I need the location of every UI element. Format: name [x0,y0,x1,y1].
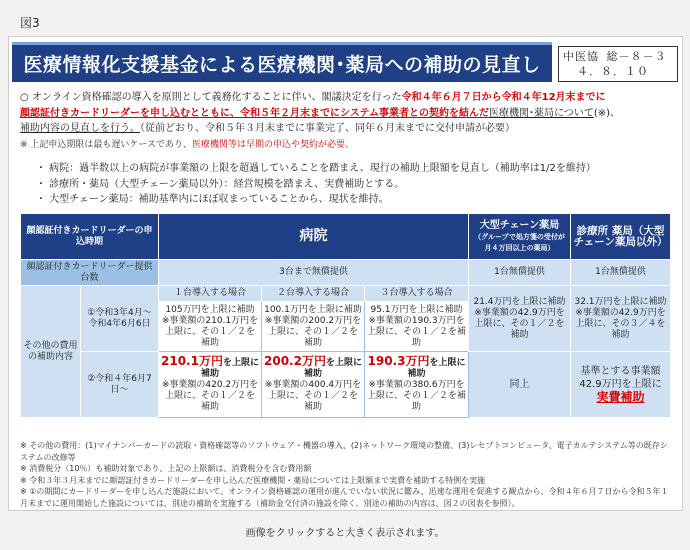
doc-ref-line1: 中医協 総－８－３ [563,50,667,63]
intro-text [20,90,670,153]
enlarge-caption[interactable]: 画像をクリックすると大きく表示されます。 [245,528,445,539]
figure-label: 図3 [20,16,40,30]
footnote-4: ※ ①の期間にカードリーダーを申し込んだ施設において、オンライン資格確認の運用が進んでいない状況に鑑み、迅速な運用を促進する観点から、令和４年６月７日から令和５年１月末までに運用開始した施設については、別途の補助を実施する（補助金交付済の施設を除く。別途の補助の内容は、図２の図表を参照）。 [20,487,669,508]
footnote-1: ※ その他の費用：(1)マイナンバーカードの読取・資格確認等のソフトウェア・機器の導入、(2)ネットワーク環境の整備、(3)レセプトコンピュータ、電子カルテシステム等の既存システムの改修等 [20,441,668,462]
title-banner [12,42,552,82]
period1-hospital-3: 95.1万円を上限に補助 ※事業額の190.3万円を上限に、その１／２を補助 [365,302,469,352]
intro-p1a: ○ オンライン資格確認の導入を原則として義務化することに伴い、閣議決定を行った [20,92,402,103]
row-reader-hospital: 3台まで無償提供 [159,260,469,286]
bullet-list [36,161,596,208]
period1-label: ①令和3年4月～令和4年6月6日 [81,286,159,352]
row-other-label: その他の費用の補助内容 [21,286,81,418]
period2-hospital-1: 210.1万円を上限に補助 ※事業額の420.2万円を上限に、その１／２を補助 [159,352,262,418]
period1-hospital-2: 100.1万円を上限に補助 ※事業額の200.2万円を上限に、その１／２を補助 [262,302,365,352]
period2-hospital-3: 190.3万円を上限に補助 ※事業額の380.6万円を上限に、その１／２を補助 [365,352,469,418]
bullet-clinic: ・ 診療所・薬局（大型チェーン薬局以外）：経営規模を踏まえ、実費補助とする。 [36,178,405,190]
bullet-chain: ・ 大型チェーン薬局：補助基準内にほぼ収まっていることから、現状を維持。 [36,194,389,205]
subheader-3-units: ３台導入する場合 [365,286,469,302]
row-reader-clinic: 1台無償提供 [571,260,671,286]
intro-p1e: （従前どおり、令和５年３月末までに事業完了、同年６月末までに交付申請が必要） [140,123,515,134]
header-period: 顔認証付きカードリーダーの申込時期 [21,214,159,260]
document-reference-box [558,46,678,82]
bullet-hospital: ・ 病院：過半数以上の病院が事業額の上限を超過していることを踏まえ、現行の補助上限額を見直し（補助率は1/2を維持） [36,163,596,174]
row-reader-label: 顔認証付きカードリーダー提供台数 [21,260,159,286]
intro-p1-red2: 顔認証付きカードリーダーを申し込むとともに、令和５年２月末までにシステム事業者との契約を結んだ [20,107,489,119]
row-reader-chain: 1台無償提供 [469,260,571,286]
footnotes [20,440,670,509]
period1-hospital-1: 105万円を上限に補助 ※事業額の210.1万円を上限に、その１／２を補助 [159,302,262,352]
intro-note: ※ 上記申込期限は最も遅いケースであり、医療機関等は早期の申込や契約が必要。 [20,139,354,150]
intro-p1b: 医療機関･薬局について [489,107,594,119]
intro-p1d: 補助内容の見直しを行う。 [20,123,140,134]
page-title: 医療情報化支援基金による医療機関･薬局への補助の見直し [23,54,541,76]
period2-label: ②令和４年6月7日～ [81,352,159,418]
period2-chain: 同上 [469,352,571,418]
intro-p1-red: 令和４年６月７日から令和４年12月末までに [401,92,606,103]
header-clinic-pharmacy: 診療所 薬局（大型チェーン薬局以外） [571,214,671,260]
footnote-2: ※ 消費税分（10％）も補助対象であり、上記の上限額は、消費税分を含む費用額 [20,464,312,473]
period2-hospital-2: 200.2万円を上限に補助 ※事業額の400.4万円を上限に、その１／２を補助 [262,352,365,418]
footnote-3: ※ 令和３年３月末までに顔認証付きカードリーダーを申し込んだ医療機関・薬局については上限額まで実費を補助する特例を実施 [20,475,486,485]
intro-p1c: (※)、 [593,107,620,119]
period1-clinic: 32.1万円を上限に補助 ※事業額の42.9万円を上限に、その３／４を補助 [571,286,671,352]
period2-clinic: 基準とする事業額42.9万円を上限に 実費補助 [571,352,671,418]
subheader-1-unit: １台導入する場合 [159,286,262,302]
period1-chain: 21.4万円を上限に補助 ※事業額の42.9万円を上限に、その１／２を補助 [469,286,571,352]
header-hospital: 病院 [159,214,469,260]
doc-ref-line2: ４．８．１０ [577,65,649,78]
subsidy-table [20,213,671,418]
header-chain-pharmacy: 大型チェーン薬局 （グループで処方箋の受付が月４万回以上の薬局） [469,214,571,260]
subheader-2-units: ２台導入する場合 [262,286,365,302]
